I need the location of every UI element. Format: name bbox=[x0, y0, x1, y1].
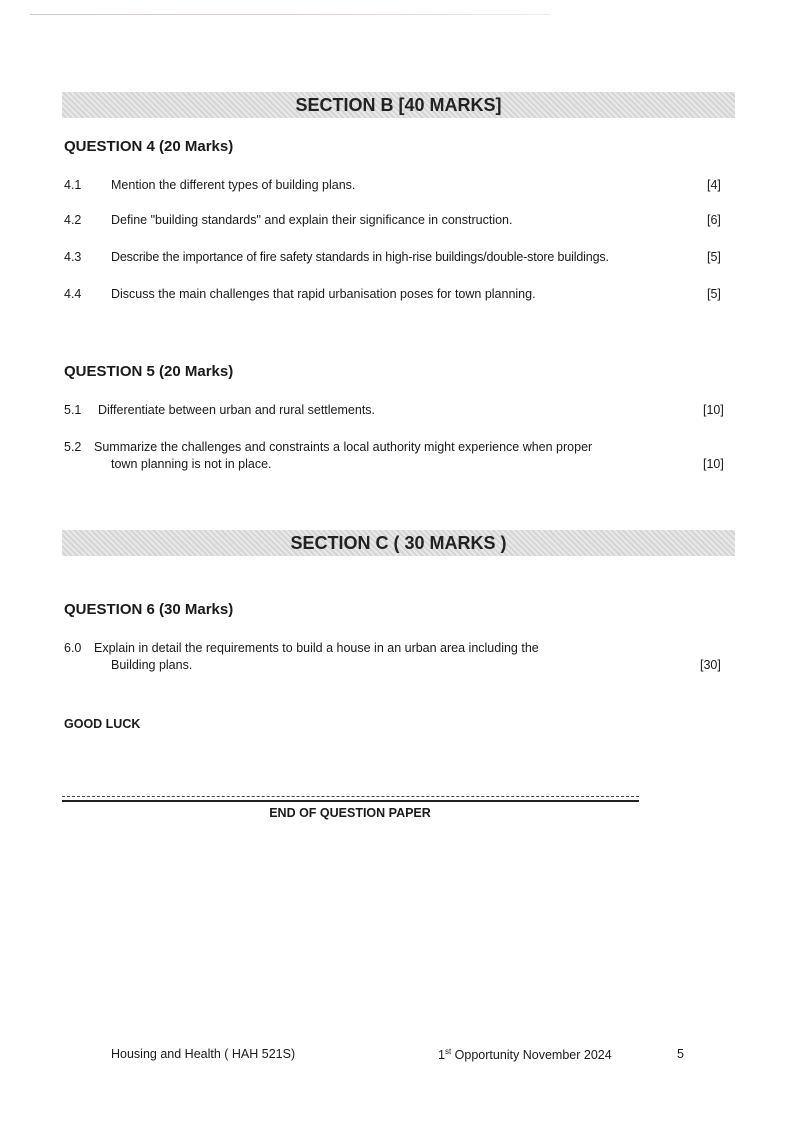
item-marks: [5] bbox=[707, 287, 721, 301]
item-text: Summarize the challenges and constraints a local authority might experience when proper bbox=[94, 440, 593, 454]
dashed-divider bbox=[62, 796, 639, 797]
question-6-heading: QUESTION 6 (30 Marks) bbox=[64, 601, 234, 618]
footer-opportunity-rest: Opportunity November 2024 bbox=[451, 1048, 612, 1063]
item-marks: [10] bbox=[703, 457, 724, 471]
item-marks: [10] bbox=[703, 403, 724, 417]
good-luck-text: GOOD LUCK bbox=[64, 717, 141, 731]
item-marks: [30] bbox=[700, 658, 721, 672]
item-text: Describe the importance of fire safety standards in high-rise buildings/double-store buildings. bbox=[111, 250, 609, 264]
page-number: 5 bbox=[677, 1047, 684, 1061]
question-5-heading: QUESTION 5 (20 Marks) bbox=[64, 363, 234, 380]
end-of-paper-text: END OF QUESTION PAPER bbox=[269, 806, 431, 820]
item-text: Define "building standards" and explain their significance in construction. bbox=[111, 213, 513, 227]
item-number: 5.2 bbox=[64, 440, 82, 454]
question-4-heading: QUESTION 4 (20 Marks) bbox=[64, 138, 234, 155]
footer-opportunity-num: 1 bbox=[438, 1048, 445, 1063]
item-text: Mention the different types of building plans. bbox=[111, 178, 356, 192]
item-number: 4.4 bbox=[64, 287, 82, 301]
item-text-continued: town planning is not in place. bbox=[111, 457, 272, 471]
item-text: Explain in detail the requirements to build a house in an urban area including the bbox=[94, 641, 539, 655]
section-c-banner: SECTION C ( 30 MARKS ) bbox=[62, 530, 735, 556]
item-text-continued: Building plans. bbox=[111, 658, 193, 672]
item-number: 5.1 bbox=[64, 403, 82, 417]
footer-opportunity-sup: st bbox=[444, 1047, 452, 1056]
item-text: Discuss the main challenges that rapid urbanisation poses for town planning. bbox=[111, 287, 536, 301]
scan-top-line bbox=[30, 14, 550, 15]
item-number: 4.2 bbox=[64, 213, 82, 227]
footer-opportunity bbox=[438, 1047, 612, 1062]
item-marks: [6] bbox=[707, 213, 721, 227]
item-number: 4.1 bbox=[64, 178, 82, 192]
item-text: Differentiate between urban and rural settlements. bbox=[98, 403, 376, 417]
solid-divider bbox=[62, 800, 639, 802]
footer-course: Housing and Health ( HAH 521S) bbox=[111, 1047, 296, 1061]
item-number: 6.0 bbox=[64, 641, 82, 655]
item-marks: [5] bbox=[707, 250, 721, 264]
item-marks: [4] bbox=[707, 178, 721, 192]
item-number: 4.3 bbox=[64, 250, 82, 264]
section-b-banner: SECTION B [40 MARKS] bbox=[62, 92, 735, 118]
